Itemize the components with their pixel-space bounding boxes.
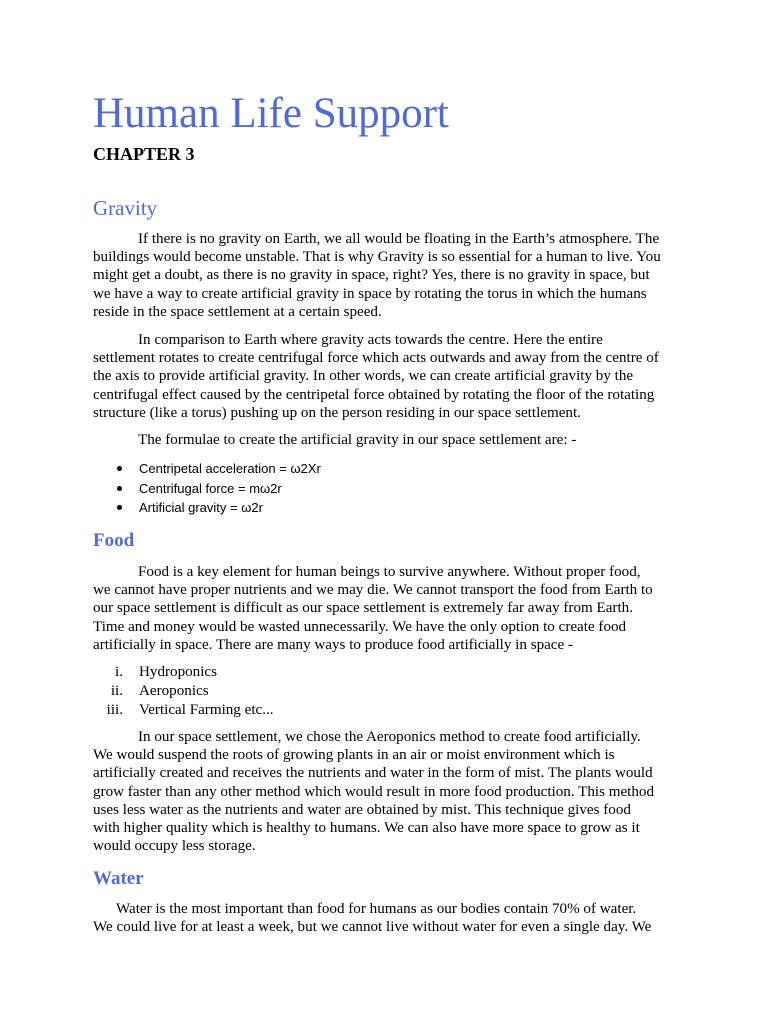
list-item — [93, 459, 673, 479]
bullet-icon — [117, 505, 122, 510]
text-line: our space settlement is difficult as our space settlement is extremely far away from Earth. — [93, 600, 633, 617]
text-line: reside in the space settlement at a certain speed. — [93, 303, 382, 320]
text-line: we cannot have proper nutrients and we may die. We cannot transport the food from Earth to — [93, 582, 653, 599]
bullet-icon — [117, 486, 122, 491]
food-paragraph-1 — [93, 563, 673, 654]
food-paragraph-2 — [93, 728, 673, 855]
list-item — [93, 479, 673, 499]
list-item-text: Centripetal acceleration = ω2Xr — [139, 461, 321, 476]
list-item-text: Artificial gravity = ω2r — [139, 500, 263, 515]
text-line: We would suspend the roots of growing plants in an air or moist environment which is — [93, 747, 615, 764]
text-line: structure (like a torus) pushing up on the person residing in our space settlement. — [93, 404, 581, 421]
text-line: with higher quality which is healthy to humans. We can also have more space to grow as it — [93, 820, 640, 837]
text-line: grow faster than any other method which would result in more food production. This method — [93, 783, 655, 800]
list-item-number: iii. — [106, 702, 123, 718]
text-line: In comparison to Earth where gravity acts towards the centre. Here the entire — [138, 332, 603, 348]
text-line: artificially in space. There are many ways to produce food artificially in space - — [93, 636, 574, 653]
list-item-text: Hydroponics — [139, 664, 217, 680]
list-item — [93, 663, 673, 682]
text-line: settlement rotates to create centrifugal force which acts outwards and away from the centre of — [93, 350, 659, 367]
section-heading-water: Water — [93, 868, 144, 889]
text-line: artificially created and receives the nutrients and water in the form of mist. The plants would — [93, 765, 653, 782]
text-line: Food is a key element for human beings to survive anywhere. Without proper food, — [138, 564, 641, 580]
text-line: If there is no gravity on Earth, we all would be floating in the Earth’s atmosphere. The — [138, 231, 660, 247]
document-title: Human Life Support — [93, 90, 449, 137]
text-line: would occupy less storage. — [93, 838, 256, 855]
section-heading-gravity: Gravity — [93, 196, 158, 220]
list-item-text: Aeroponics — [139, 683, 209, 699]
gravity-paragraph-2 — [93, 331, 673, 422]
list-item-number: i. — [115, 664, 123, 680]
list-item — [93, 498, 673, 518]
text-line: might get a doubt, as there is no gravity in space, right? Yes, there is no gravity in space, but — [93, 267, 650, 284]
text-line: buildings would become unstable. That is why Gravity is so essential for a human to live. You — [93, 249, 661, 266]
text-line: Water is the most important than food for humans as our bodies contain 70% of water. — [116, 901, 637, 917]
food-method-list — [93, 663, 673, 720]
text-line: the axis to provide artificial gravity. In other words, we can create artificial gravity by the — [93, 368, 634, 385]
text-line: The formulae to create the artificial gravity in our space settlement are: - — [138, 432, 577, 448]
chapter-label: CHAPTER 3 — [93, 144, 195, 164]
text-line: In our space settlement, we chose the Aeroponics method to create food artificially. — [138, 729, 641, 745]
list-item-text: Vertical Farming etc... — [139, 702, 274, 718]
text-line: uses less water as the nutrients and water are obtained by mist. This technique gives food — [93, 801, 631, 818]
list-item — [93, 682, 673, 701]
formula-bullet-list — [93, 459, 673, 518]
gravity-paragraph-3 — [93, 431, 673, 449]
list-item-text: Centrifugal force = mω2r — [139, 480, 282, 496]
section-heading-food: Food — [93, 530, 135, 551]
text-line: centrifugal effect caused by the centripetal force obtained by rotating the floor of the rotating — [93, 386, 655, 403]
text-line: We could live for at least a week, but we cannot live without water for even a single day. We — [93, 919, 652, 936]
bullet-icon — [117, 466, 122, 471]
text-line: Time and money would be wasted unnecessarily. We have the only option to create food — [93, 618, 627, 635]
list-item — [93, 701, 673, 720]
water-paragraph-1 — [93, 900, 673, 936]
gravity-paragraph-1 — [93, 230, 673, 321]
text-line: we have a way to create artificial gravity in space by rotating the torus in which the humans — [93, 285, 647, 302]
list-item-number: ii. — [110, 683, 123, 699]
